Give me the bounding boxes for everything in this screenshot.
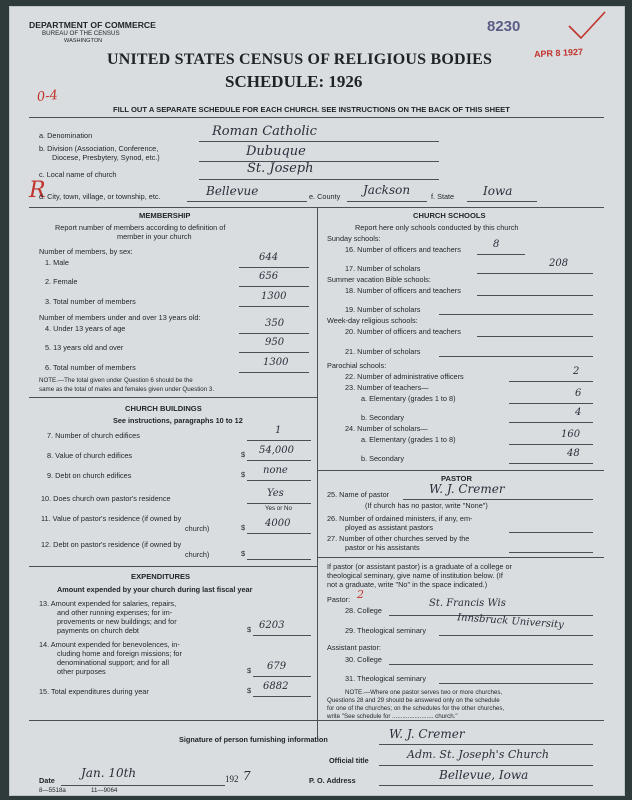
q14-label-1: 14. Amount expended for benevolences, in- (39, 640, 180, 649)
instructions-line: FILL OUT A SEPARATE SCHEDULE FOR EACH CHURCH. SEE INSTRUCTIONS ON THE BACK OF THIS SHEET (113, 105, 510, 114)
q22-label: 22. Number of administrative officers (345, 372, 464, 381)
po-address-value[interactable]: Bellevue, Iowa (439, 768, 529, 782)
check-mark-icon (565, 8, 609, 46)
q23a-label: a. Elementary (grades 1 to 8) (361, 394, 456, 403)
summer-label: Summer vacation Bible schools: (327, 275, 431, 284)
print-code: 11—9064 (91, 787, 118, 794)
q9-answer[interactable]: none (263, 465, 288, 476)
division-value[interactable]: Dubuque (246, 144, 306, 159)
q23-label: 23. Number of teachers— (345, 383, 429, 392)
city-label: WASHINGTON (64, 38, 103, 44)
q24-label: 24. Number of scholars— (345, 424, 428, 433)
q20-label: 20. Number of officers and teachers (345, 327, 461, 336)
state-value[interactable]: Iowa (483, 184, 513, 198)
q6-line (239, 372, 309, 373)
form-title: UNITED STATES CENSUS OF RELIGIOUS BODIES (107, 51, 493, 68)
department-label: DEPARTMENT OF COMMERCE (29, 20, 156, 30)
q17-answer[interactable]: 208 (549, 258, 569, 269)
q1-label: 1. Male (45, 258, 69, 267)
buildings-heading: CHURCH BUILDINGS (125, 404, 202, 413)
q23a-answer[interactable]: 6 (575, 388, 582, 399)
margin-r-mark: R (29, 178, 46, 203)
q3-line (239, 306, 309, 307)
expenditures-heading: EXPENDITURES (131, 572, 191, 581)
q29-line (439, 635, 593, 636)
q5-label: 5. 13 years old and over (45, 343, 124, 352)
county-label: e. County (309, 192, 341, 201)
weekday-label: Week-day religious schools: (327, 316, 418, 325)
by-sex-label: Number of members, by sex: (39, 247, 133, 256)
schedule-title: SCHEDULE: 1926 (225, 72, 363, 91)
q16-answer[interactable]: 8 (493, 239, 500, 250)
q14-label-2: cluding home and foreign missions; for (57, 649, 182, 658)
year-prefix: 192 (225, 774, 239, 784)
q20-line (477, 336, 593, 337)
q25-answer[interactable]: W. J. Cremer (429, 482, 505, 496)
q10-line (247, 503, 311, 504)
po-address-line (379, 785, 593, 786)
official-title-value[interactable]: Adm. St. Joseph's Church (407, 748, 549, 761)
q27-label-1: 27. Number of other churches served by the (327, 534, 470, 543)
q12-line (247, 559, 311, 560)
q22-answer[interactable]: 2 (573, 366, 580, 377)
q25-note: (If church has no pastor, write "None") (365, 501, 488, 510)
received-stamp: APR 8 1927 (533, 46, 584, 60)
q28-answer[interactable]: St. Francis Wis (429, 598, 506, 609)
q13-label-2: and other running expenses; for im- (57, 608, 173, 617)
county-line (347, 201, 427, 202)
q15-answer[interactable]: 6882 (263, 681, 289, 692)
q6-label: 6. Total number of members (45, 363, 136, 372)
form-code: 8—5518a (39, 787, 66, 794)
dollar-sign: $ (247, 686, 252, 695)
local-name-label: c. Local name of church (39, 170, 117, 179)
bureau-label: BUREAU OF THE CENSUS (42, 30, 120, 37)
q17-label: 17. Number of scholars (345, 264, 421, 273)
q30-label: 30. College (345, 655, 382, 664)
q11-line (247, 533, 311, 534)
membership-intro-1: Report number of members according to definition of (55, 223, 226, 232)
expenditures-sub: Amount expended by your church during last fiscal year (57, 585, 253, 594)
assistant-pastor-label: Assistant pastor: (327, 643, 381, 652)
date-label: Date (39, 776, 55, 785)
q11-label-2: church) (185, 524, 210, 533)
q28-label: 28. College (345, 606, 382, 615)
q9-line (247, 480, 311, 481)
pastor-heading: PASTOR (441, 474, 472, 483)
q4-label: 4. Under 13 years of age (45, 324, 126, 333)
q23a-line (509, 403, 593, 404)
q25-line (403, 499, 593, 500)
q23b-answer[interactable]: 4 (575, 407, 582, 418)
city-line (187, 201, 307, 202)
q6-answer[interactable]: 1300 (263, 357, 289, 368)
pastor-sub-label: Pastor: (327, 595, 351, 604)
q30-line (389, 664, 593, 665)
q16-label: 16. Number of officers and teachers (345, 245, 461, 254)
q16-line (477, 254, 525, 255)
q1-line (239, 267, 309, 268)
q14-label-4: other purposes (57, 667, 106, 676)
grad-text-1: If pastor (or assistant pastor) is a graduate of a college or (327, 562, 512, 571)
official-title-label: Official title (329, 756, 369, 765)
yes-no-hint: Yes or No (265, 505, 292, 512)
q21-label: 21. Number of scholars (345, 347, 421, 356)
q5-line (239, 352, 309, 353)
q7-label: 7. Number of church edifices (47, 431, 140, 440)
division-label-1: b. Division (Association, Conference, (39, 144, 159, 153)
q14-label-3: denominational support; and for all (57, 658, 169, 667)
city-value[interactable]: Bellevue (206, 184, 259, 198)
q25-label: 25. Name of pastor (327, 490, 390, 499)
denomination-value[interactable]: Roman Catholic (212, 124, 317, 139)
q19-label: 19. Number of scholars (345, 305, 421, 314)
q27-label-2: pastor or his assistants (345, 543, 420, 552)
dollar-sign: $ (241, 450, 246, 459)
po-address-label: P. O. Address (309, 776, 356, 785)
q8-label: 8. Value of church edifices (47, 451, 133, 460)
membership-note-1: NOTE.—The total given under Question 6 should be the (39, 377, 193, 384)
age-intro-label: Number of members under and over 13 years old: (39, 313, 201, 322)
q11-answer[interactable]: 4000 (265, 518, 291, 529)
q24a-line (509, 444, 593, 445)
denomination-label: a. Denomination (39, 131, 93, 140)
q24b-answer[interactable]: 48 (567, 448, 580, 459)
pastor-note-4: write "See schedule for ........................ church." (327, 713, 458, 720)
q2-answer[interactable]: 656 (259, 271, 279, 282)
grad-text-3: not a graduate, write "No" in the space indicated.) (327, 580, 488, 589)
local-name-line (199, 179, 439, 180)
census-schedule-sheet (9, 6, 625, 796)
pastor-note-2: Questions 28 and 29 should be answered only on the schedule (327, 697, 500, 704)
membership-note-2: same as the total of males and females given under Question 3. (39, 386, 215, 393)
q7-answer[interactable]: 1 (275, 425, 282, 436)
signature-label: Signature of person furnishing information (179, 735, 328, 744)
pastor-divider (317, 557, 604, 558)
q14-line (253, 676, 311, 677)
date-value[interactable]: Jan. 10th (81, 766, 137, 780)
dollar-sign: $ (241, 549, 246, 558)
serial-number: 8230 (487, 18, 521, 35)
division-line (199, 161, 439, 162)
q27-line (509, 552, 593, 553)
schools-divider (317, 470, 604, 471)
q18-line (477, 295, 593, 296)
column-divider (317, 207, 318, 739)
header-divider (29, 117, 604, 118)
official-title-line (379, 765, 593, 766)
q15-line (253, 696, 311, 697)
q2-line (239, 286, 309, 287)
q17-line (477, 273, 593, 274)
grad-text-2: theological seminary, give name of institution below. (If (327, 571, 503, 580)
q19-line (439, 314, 593, 315)
sunday-label: Sunday schools: (327, 234, 381, 243)
q13-label-1: 13. Amount expended for salaries, repairs, (39, 599, 177, 608)
q5-answer[interactable]: 950 (265, 337, 285, 348)
schools-intro: Report here only schools conducted by this church (355, 223, 519, 232)
dollar-sign: $ (247, 666, 252, 675)
q24a-label: a. Elementary (grades 1 to 8) (361, 435, 456, 444)
date-line (61, 785, 225, 786)
q12-label-2: church) (185, 550, 210, 559)
q31-label: 31. Theological seminary (345, 674, 426, 683)
membership-intro-2: member in your church (117, 232, 192, 241)
parochial-label: Parochial schools: (327, 361, 387, 370)
pastor-mark: 2 (357, 588, 364, 601)
q26-line (509, 532, 593, 533)
year-value[interactable]: 7 (243, 769, 251, 783)
q7-line (247, 440, 311, 441)
q21-line (439, 356, 593, 357)
pastor-note-3: for one of the churches; on the schedules for the other churches, (327, 705, 505, 712)
dollar-sign: $ (241, 470, 246, 479)
q1-answer[interactable]: 644 (259, 252, 279, 263)
q26-label-1: 26. Number of ordained ministers, if any, em- (327, 514, 473, 523)
q8-line (247, 460, 311, 461)
q10-answer[interactable]: Yes (267, 488, 284, 499)
q4-answer[interactable]: 350 (265, 318, 285, 329)
signature-line (379, 744, 593, 745)
q23b-line (509, 422, 593, 423)
city-label-field: d. City, town, village, or township, etc. (39, 192, 161, 201)
dollar-sign: $ (241, 523, 246, 532)
q24a-answer[interactable]: 160 (561, 429, 581, 440)
q13-answer[interactable]: 6203 (259, 620, 285, 631)
q13-label-3: provements or new buildings; and for (57, 617, 177, 626)
q2-label: 2. Female (45, 277, 78, 286)
q13-label-4: payments on church debt (57, 626, 139, 635)
footer-divider (29, 720, 604, 721)
state-label: f. State (431, 192, 455, 201)
q12-label-1: 12. Debt on pastor's residence (if owned by (41, 540, 182, 549)
q9-label: 9. Debt on church edifices (47, 471, 132, 480)
denomination-line (199, 141, 439, 142)
q31-line (439, 683, 593, 684)
q18-label: 18. Number of officers and teachers (345, 286, 461, 295)
q22-line (509, 381, 593, 382)
q10-label: 10. Does church own pastor's residence (41, 494, 171, 503)
q3-answer[interactable]: 1300 (261, 291, 287, 302)
q26-label-2: ployed as assistant pastors (345, 523, 434, 532)
membership-heading: MEMBERSHIP (139, 211, 191, 220)
q24b-line (509, 463, 593, 464)
q8-answer[interactable]: 54,000 (259, 445, 294, 456)
q3-label: 3. Total number of members (45, 297, 136, 306)
buildings-sub: See instructions, paragraphs 10 to 12 (113, 416, 243, 425)
q23b-label: b. Secondary (361, 413, 404, 422)
pastor-note-1: NOTE.—Where one pastor serves two or more churches, (345, 689, 503, 696)
dollar-sign: $ (247, 625, 252, 634)
q15-label: 15. Total expenditures during year (39, 687, 149, 696)
q29-label: 29. Theological seminary (345, 626, 426, 635)
q29-answer[interactable]: Innsbruck University (456, 612, 565, 631)
signature-value[interactable]: W. J. Cremer (389, 727, 465, 741)
local-name-value[interactable]: St. Joseph (247, 161, 314, 176)
schools-heading: CHURCH SCHOOLS (413, 211, 486, 220)
division-label-2: Diocese, Presbytery, Synod, etc.) (52, 153, 160, 162)
q13-line (253, 635, 311, 636)
q24b-label: b. Secondary (361, 454, 404, 463)
q4-line (239, 333, 309, 334)
q14-answer[interactable]: 679 (267, 661, 287, 672)
membership-divider (29, 397, 317, 398)
q11-label-1: 11. Value of pastor's residence (if owned by (41, 514, 182, 523)
margin-code: 0-4 (36, 87, 59, 106)
buildings-divider (29, 566, 317, 567)
state-line (467, 201, 537, 202)
county-value[interactable]: Jackson (363, 183, 411, 197)
